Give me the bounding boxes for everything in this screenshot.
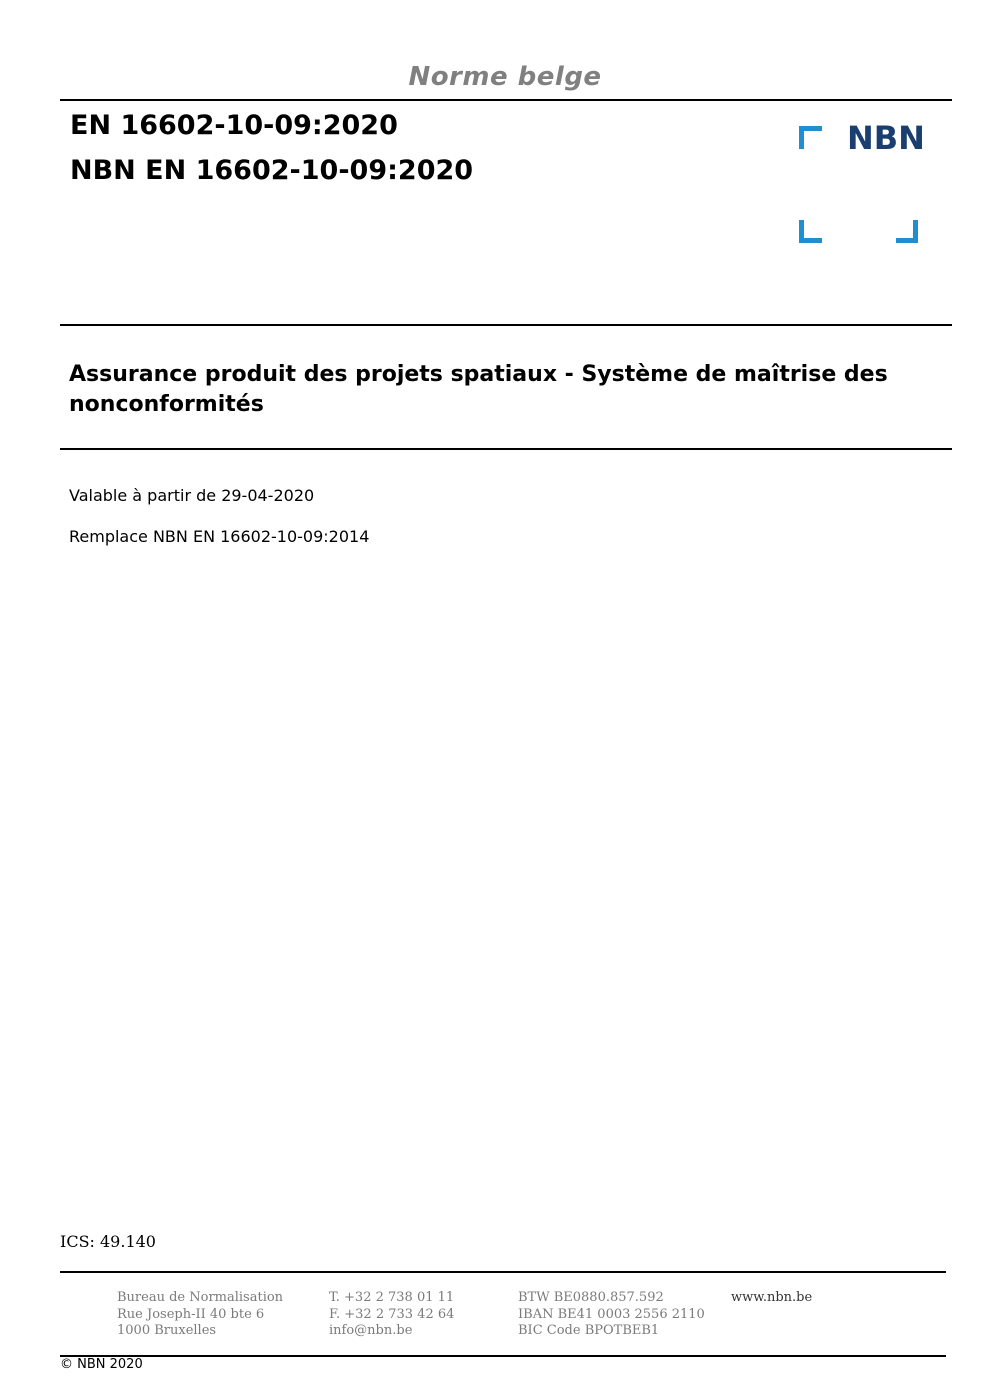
logo-bracket-top-left bbox=[802, 129, 823, 150]
copyright-text: © NBN 2020 bbox=[60, 1357, 143, 1372]
footer-website: www.nbn.be bbox=[731, 1290, 813, 1305]
logo-bracket-bottom-right bbox=[896, 220, 916, 241]
footer-email: info@nbn.be bbox=[329, 1323, 413, 1338]
header-rule-top bbox=[60, 99, 952, 101]
ics-code: ICS: 49.140 bbox=[60, 1232, 156, 1251]
standard-code-nbn: NBN EN 16602-10-09:2020 bbox=[70, 155, 474, 186]
footer-rule-top bbox=[60, 1271, 946, 1273]
logo-bracket-bottom-left bbox=[802, 220, 823, 241]
footer-rule-bottom bbox=[60, 1355, 946, 1357]
title-rule-top bbox=[60, 324, 952, 326]
footer-phone: T. +32 2 738 01 11 bbox=[329, 1290, 455, 1305]
footer-address-line: Rue Joseph-II 40 bte 6 bbox=[117, 1306, 265, 1322]
footer-bic: BIC Code BPOTBEB1 bbox=[518, 1323, 660, 1338]
replaces-text: Remplace NBN EN 16602-10-09:2014 bbox=[69, 527, 370, 546]
standard-code-en: EN 16602-10-09:2020 bbox=[70, 110, 398, 141]
document-type-label: Norme belge bbox=[408, 62, 602, 92]
footer-iban: IBAN BE41 0003 2556 2110 bbox=[518, 1306, 705, 1322]
footer-fax: F. +32 2 733 42 64 bbox=[329, 1306, 455, 1322]
footer-address-line: Bureau de Normalisation bbox=[117, 1290, 284, 1305]
logo-text: NBN bbox=[847, 122, 925, 157]
title-rule-bottom bbox=[60, 448, 952, 450]
nbn-logo bbox=[795, 122, 925, 248]
valid-from-text: Valable à partir de 29-04-2020 bbox=[69, 486, 315, 505]
footer-bank bbox=[518, 1290, 705, 1340]
footer-vat: BTW BE0880.857.592 bbox=[518, 1290, 664, 1305]
document-title: Assurance produit des projets spatiaux - Système de maîtrise des nonconformités bbox=[69, 362, 888, 417]
footer-address-line: 1000 Bruxelles bbox=[117, 1323, 217, 1338]
footer-address bbox=[117, 1290, 283, 1340]
footer-contact bbox=[329, 1290, 454, 1340]
